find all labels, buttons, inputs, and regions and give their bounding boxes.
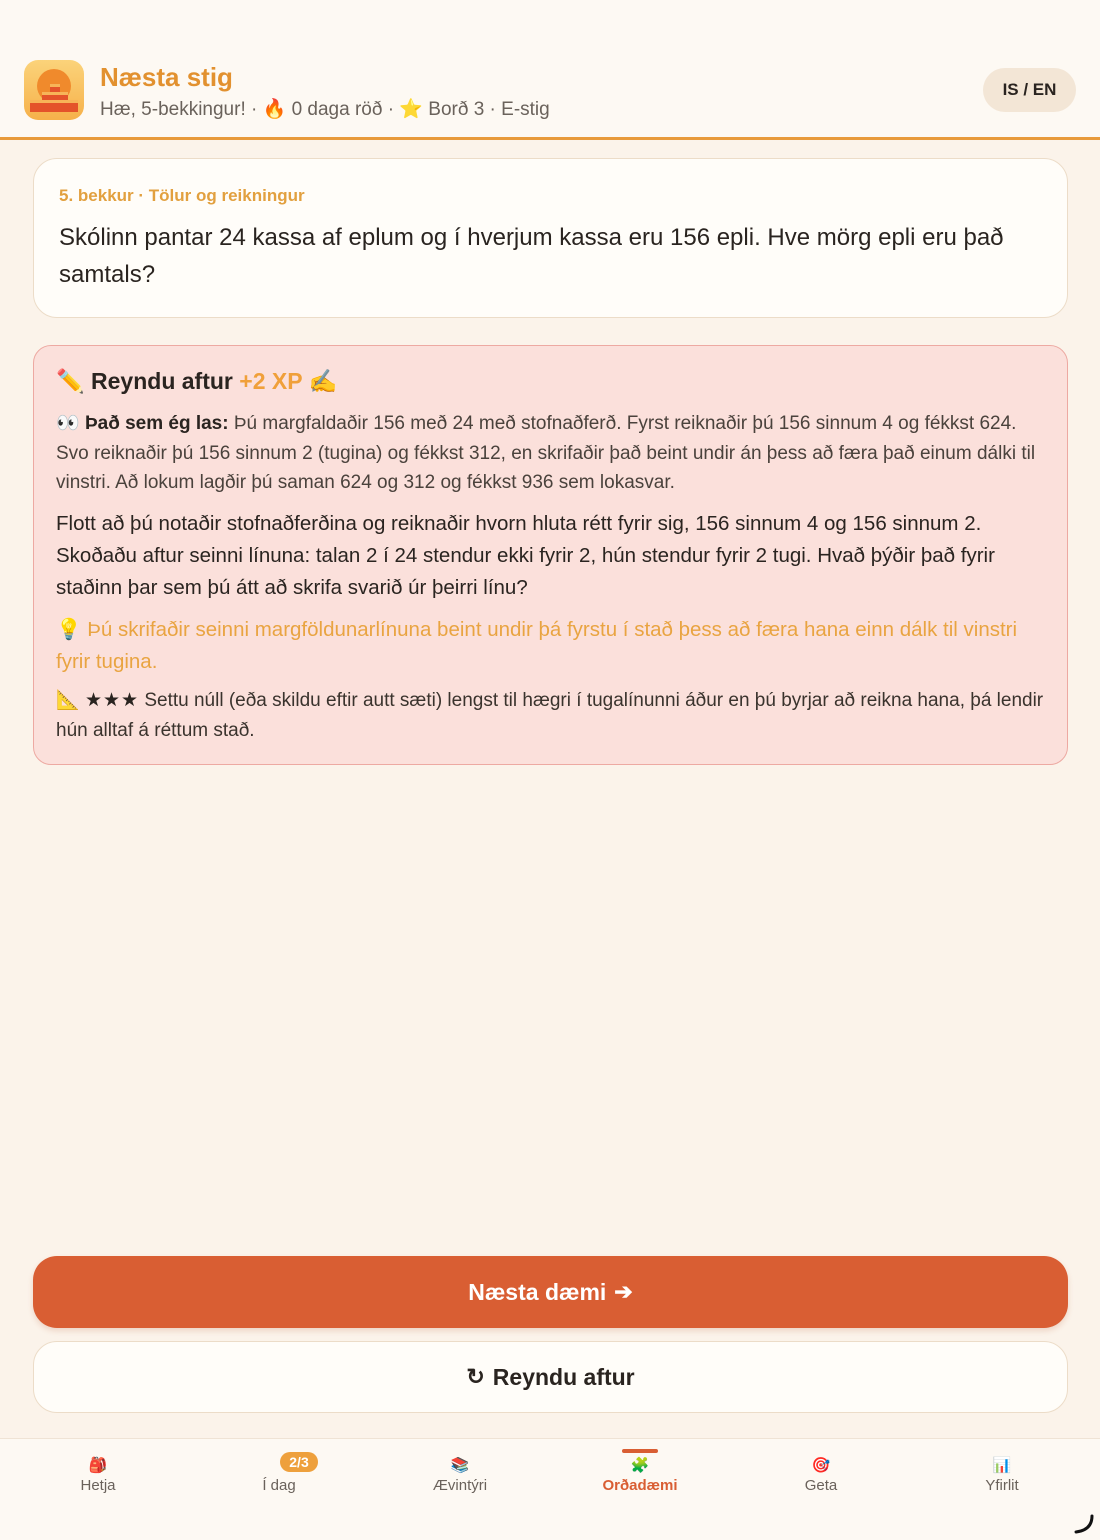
bar-chart-icon: 📊 <box>992 1457 1012 1474</box>
refresh-icon: ↻ <box>466 1364 485 1389</box>
fire-icon: 🔥 <box>262 99 287 120</box>
nav-item-today[interactable] <box>189 1439 369 1540</box>
feedback-title <box>56 368 337 395</box>
nav-label: Hetja <box>80 1477 116 1494</box>
next-problem-button[interactable] <box>33 1256 1068 1328</box>
try-again-label: Reyndu aftur <box>492 1363 635 1390</box>
lightbulb-icon: 💡 <box>56 618 82 641</box>
nav-item-overview[interactable] <box>912 1439 1092 1540</box>
books-icon: 📚 <box>450 1457 470 1474</box>
backpack-icon: 🎒 <box>88 1457 108 1474</box>
language-toggle-button[interactable]: IS / EN <box>983 68 1076 112</box>
xp-badge: +2 XP <box>239 368 303 394</box>
header-subtitle <box>100 97 550 121</box>
what-i-read-text: Þú margfaldaðir 156 með 24 með stofnaðferð. Fyrst reiknaðir þú 156 sinnum 4 og fékkst 624. Svo reiknaðir þú 156 sinnum 2 (tugina) og fékkst 312, en skrifaðir það beint undir án þess að færa það einum dálki til vinstri. Að lokum lagðir þú saman 624 og 312 og fékkst 936 sem lokasvar. <box>56 413 1036 493</box>
question-card <box>33 158 1068 318</box>
resize-handle-icon[interactable] <box>1072 1512 1096 1536</box>
nav-label: Ævintýri <box>432 1477 488 1494</box>
bottom-nav <box>0 1438 1100 1540</box>
nav-item-hetja[interactable] <box>8 1439 188 1540</box>
what-i-read-label: Það sem ég las: <box>84 413 229 434</box>
feedback-message: Flott að þú notaðir stofnaðferðina og reiknaðir hvorn hluta rétt fyrir sig, 156 sinnum 4 og 156 sinnum 2. Skoðaðu aftur seinni línuna: talan 2 í 24 stendur ekki fyrir 2, hún stendur fyrir 2 tugi. Hvað þýðir það fyrir staðinn þar sem þú átt að skrifa svarið úr þeirri línu? <box>56 512 995 599</box>
try-again-button[interactable] <box>33 1341 1068 1413</box>
tip-stars: ★★★ <box>84 690 140 711</box>
puzzle-icon: 🧩 <box>630 1457 650 1474</box>
tip <box>56 686 1056 745</box>
active-indicator <box>622 1449 658 1453</box>
pencil-icon: ✏️ <box>56 368 85 394</box>
nav-label: Yfirlit <box>985 1477 1019 1494</box>
nav-label: Orðadæmi <box>602 1477 678 1494</box>
streak-text: 0 daga röð <box>291 99 383 120</box>
separator: · <box>387 99 395 120</box>
nav-label: Í dag <box>262 1477 296 1494</box>
separator: · <box>489 99 496 120</box>
arrow-right-icon: ➔ <box>614 1279 633 1304</box>
progress-badge: 2/3 <box>280 1452 318 1472</box>
next-problem-label: Næsta dæmi <box>468 1278 607 1305</box>
what-i-read <box>56 409 1046 498</box>
nav-label: Geta <box>804 1477 838 1494</box>
nav-item-adventure[interactable] <box>370 1439 550 1540</box>
separator: · <box>251 99 258 120</box>
eyes-icon: 👀 <box>56 413 80 434</box>
greeting-text: Hæ, 5-bekkingur! <box>100 99 246 120</box>
feedback-card <box>33 345 1068 765</box>
hint-text: Þú skrifaðir seinni margföldunarlínuna beint undir þá fyrstu í stað þess að færa hana einn dálk til vinstri fyrir tugina. <box>56 618 1018 673</box>
app-header <box>0 0 1100 140</box>
nav-item-skills[interactable] <box>731 1439 911 1540</box>
app-title: Næsta stig <box>100 62 233 92</box>
target-icon: 🎯 <box>811 1457 831 1474</box>
nav-item-word-problems[interactable] <box>550 1439 730 1540</box>
stairs-logo-icon <box>24 60 84 120</box>
question-meta: 5. bekkur · Tölur og reikningur <box>59 186 305 205</box>
hint <box>56 614 1046 678</box>
star-icon: ⭐ <box>399 99 423 120</box>
ruler-icon: 📐 <box>56 690 80 711</box>
level-text: Borð 3 <box>428 99 485 120</box>
feedback-title-text: Reyndu aftur <box>91 368 233 394</box>
tip-text: Settu núll (eða skildu eftir autt sæti) lengst til hægri í tugalínunni áður en þú byrjar að reikna hana, þá lendir hún alltaf á réttum stað. <box>56 690 1044 741</box>
stage-text: E-stig <box>501 99 550 120</box>
writing-hand-icon: ✍️ <box>308 368 338 394</box>
question-text: Skólinn pantar 24 kassa af eplum og í hverjum kassa eru 156 epli. Hve mörg epli eru það samtals? <box>59 224 1004 288</box>
